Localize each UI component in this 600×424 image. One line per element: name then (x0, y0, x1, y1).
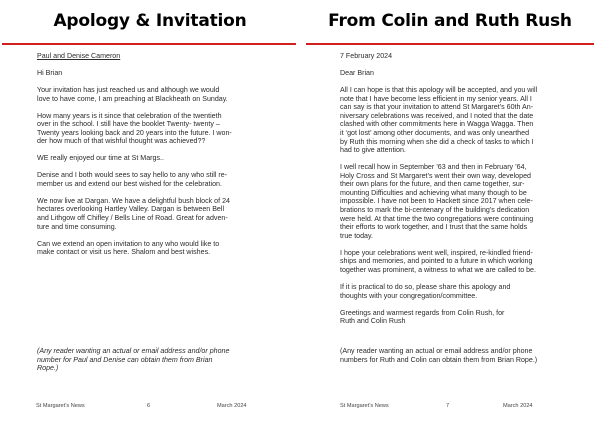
text-line: had to give attention. (340, 146, 406, 155)
text-line: their efforts to work together, and I trust that the same holds (340, 223, 528, 232)
text-line: If it is practical to do so, please share this apology and (340, 283, 511, 292)
letter-body (340, 52, 596, 326)
text-line: We now live at Dargan. We have a delightful bush block of 24 (37, 196, 230, 205)
contact-note (340, 347, 537, 364)
text-line: WE really enjoyed our time at St Margs.. (37, 154, 164, 163)
text-line: and Lithgow off Chifley / Bells Line of Road. Great for adven- (37, 214, 228, 223)
page-title: From Colin and Ruth Rush (328, 11, 572, 31)
text-line: true today. (340, 231, 373, 240)
text-line: Your invitation has just reached us and although we would (37, 85, 220, 94)
text-line: note that I have become less efficient in my senior years. All I (340, 94, 532, 103)
contact-note (37, 347, 229, 373)
footer-page-number: 6 (147, 403, 151, 409)
paragraph (340, 249, 596, 275)
paragraph (340, 163, 596, 240)
text-line: Can we extend an open invitation to any who would like to (37, 239, 220, 248)
text-line: Greetings and warmest regards from Colin Rush, for (340, 308, 505, 317)
letter-date: 7 February 2024 (340, 52, 393, 60)
letter-body (37, 52, 289, 257)
title-divider (2, 43, 296, 45)
text-line: were held. At that time the two congregations were continuing (340, 214, 534, 223)
text-line: (Any reader wanting an actual or email address and/or phone (340, 347, 533, 355)
footer-date: March 2024 (503, 403, 533, 409)
footer-page-number: 7 (446, 403, 450, 409)
text-line: brations to mark the bi-centenary of the building’s dedication (340, 206, 530, 215)
text-line: All I can hope is that this apology will be accepted, and you will (340, 85, 538, 94)
title-divider (306, 43, 594, 45)
footer-publication: St Margaret’s News (340, 403, 389, 409)
sender-name: Paul and Denise Cameron (37, 52, 121, 60)
page-title: Apology & Invitation (53, 11, 247, 31)
paragraph (37, 112, 289, 146)
signoff (340, 309, 596, 326)
greeting: Hi Brian (37, 68, 63, 77)
text-line: love to have come, I am preaching at Blackheath on Sunday. (37, 94, 228, 103)
text-line: ture and time consuming. (37, 222, 117, 231)
paragraph (37, 154, 289, 163)
footer-date: March 2024 (217, 403, 247, 409)
text-line: Twenty years looking back and 20 years into the future. I won- (37, 128, 232, 137)
text-line: together was prominent, a witness to what we are called to be. (340, 266, 536, 275)
text-line: hectares overlooking Hartley Valley. Dargan is between Bell (37, 205, 225, 214)
paragraph (37, 171, 289, 188)
text-line: by Ruth this morning when she did a check of tasks to which I (340, 137, 534, 146)
text-line: numbers for Ruth and Colin can obtain them from Brian Rope.) (340, 355, 538, 364)
text-line: member us and extend our best wished for the celebration. (37, 179, 222, 188)
text-line: can say is that your invitation to attend St Margaret’s 60th An- (340, 103, 534, 112)
right-page (300, 0, 600, 424)
footer-publication: St Margaret’s News (36, 403, 85, 409)
text-line: der how much of that wishful thought was achieved?? (37, 137, 206, 146)
text-line: impossible. I have not been to Hackett since 2017 when cele- (340, 197, 533, 206)
text-line: their own plans for the future, and then came together, sur- (340, 180, 525, 189)
text-line: make contact or visit us here. Shalom and best wishes. (37, 248, 211, 257)
paragraph (37, 240, 289, 257)
paragraph (37, 86, 289, 103)
text-line: ships and memories, and pointed to a future in which working (340, 257, 533, 266)
paragraph (340, 86, 596, 155)
text-line: I hope your celebrations went well, inspired, re-kindled friend- (340, 248, 533, 257)
paragraph (340, 283, 596, 300)
text-line: How many years is it since that celebration of the twentieth (37, 111, 222, 120)
greeting: Dear Brian (340, 68, 374, 77)
text-line: (Any reader wanting an actual or email address and/or phone (37, 347, 230, 355)
text-line: clashed with other commitments here in Wagga Wagga. Then (340, 120, 534, 129)
text-line: it ‘got lost’ among other documents, and was only unearthed (340, 128, 530, 137)
text-line: Holy Cross and St Margaret’s went their own way, developed (340, 171, 531, 180)
paragraph (37, 197, 289, 231)
text-line: I well recall how in September ’63 and then in February ’64, (340, 163, 527, 172)
text-line: thoughts with your congregation/committee. (340, 291, 478, 300)
text-line: Ruth and Colin Rush (340, 317, 406, 326)
text-line: Rope.) (37, 364, 59, 373)
text-line: over in the school. I still have the booklet Twenty- twenty – (37, 120, 220, 129)
text-line: mounting Difficulties and achieving what many though to be (340, 188, 527, 197)
text-line: Denise and I both would sees to say hello to any who still re- (37, 171, 228, 180)
text-line: number for Paul and Denise can obtain them from Brian (37, 355, 213, 364)
text-line: niversary celebrations was received, and I noted that the date (340, 111, 534, 120)
